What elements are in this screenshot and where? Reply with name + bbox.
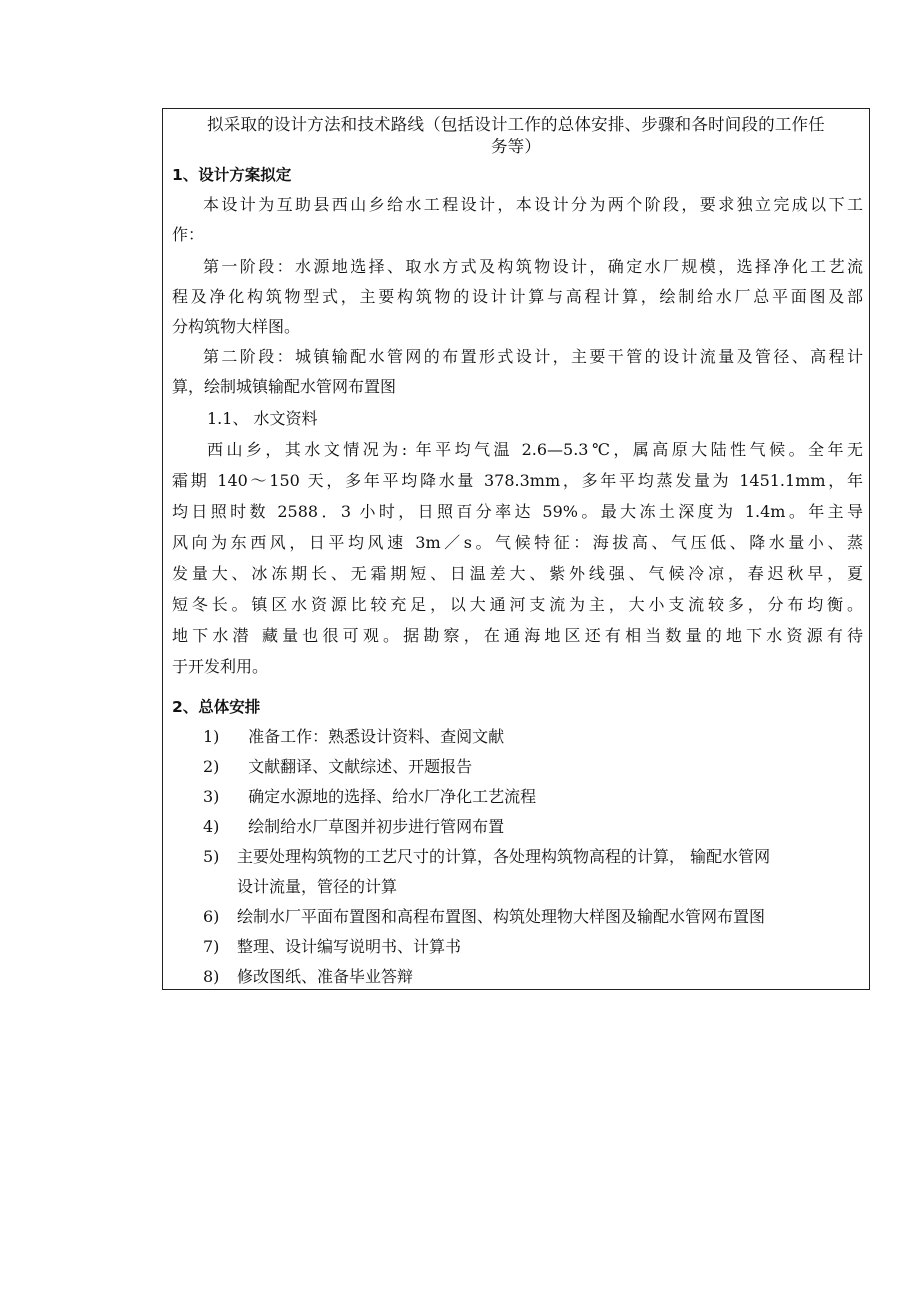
intro-line-2: 作： — [172, 225, 205, 244]
list-item-number: 8) — [203, 967, 220, 986]
list-item — [203, 907, 765, 927]
hydro-line-6: 短冬长。镇区水资源比较充足，以大通河支流为主，大小支流较多，分布均衡。 — [172, 595, 863, 614]
stage1-line-1: 第一阶段：水源地选择、取水方式及构筑物设计，确定水厂规模，选择净化工艺流 — [203, 257, 863, 276]
list-item — [203, 937, 461, 957]
list-item-text: 绘制水厂平面布置图和高程布置图、构筑处理物大样图及输配水管网布置图 — [237, 907, 766, 926]
list-item-number: 3) — [203, 787, 220, 806]
list-item — [203, 757, 472, 777]
list-item-text: 主要处理构筑物的工艺尺寸的计算，各处理构筑物高程的计算， 输配水管网 — [237, 847, 771, 866]
list-item-number: 4) — [203, 817, 220, 836]
list-item — [203, 847, 770, 867]
hydro-line-5: 发量大、冰冻期长、无霜期短、日温差大、紫外线强、气候冷凉，春迟秋早，夏 — [172, 564, 863, 583]
hydro-line-7: 地下水潜 藏量也很可观。据勘察，在通海地区还有相当数量的地下水资源有待 — [172, 626, 863, 645]
list-item-continuation: 设计流量，管径的计算 — [237, 877, 398, 896]
hydro-line-4: 风向为东西风，日平均风速 3m／s。气候特征：海拔高、气压低、降水量小、蒸 — [172, 533, 863, 552]
list-item — [203, 727, 504, 747]
subsection-hydrology-heading: 1.1、 水文资料 — [207, 409, 318, 428]
hydro-line-1: 西山乡，其水文情况为: 年平均气温 2.6—5.3℃，属高原大陆性气候。全年无 — [207, 440, 863, 459]
list-item — [203, 817, 504, 837]
list-item-text: 绘制给水厂草图并初步进行管网布置 — [243, 817, 505, 836]
hydro-line-3: 均日照时数 2588．3 小时，日照百分率达 59%。最大冻土深度为 1.4m。年主导 — [172, 502, 863, 521]
table-title-line-2: 务等） — [490, 137, 542, 156]
list-item-text: 整理、设计编写说明书、计算书 — [237, 937, 462, 956]
stage2-line-2: 算，绘制城镇输配水管网布置图 — [172, 377, 397, 396]
list-item — [203, 967, 413, 987]
list-item-text: 确定水源地的选择、给水厂净化工艺流程 — [243, 787, 537, 806]
list-item-number: 5) — [203, 847, 220, 866]
table-title-line-1: 拟采取的设计方法和技术路线（包括设计工作的总体安排、步骤和各时间段的工作任 — [207, 115, 825, 134]
list-item-text: 文献翻译、文献综述、开题报告 — [243, 757, 473, 776]
stage2-line-1: 第二阶段：城镇输配水管网的布置形式设计，主要干管的设计流量及管径、高程计 — [203, 347, 863, 366]
content-table — [162, 108, 870, 990]
section-2-heading: 2、总体安排 — [172, 698, 261, 716]
hydro-line-8: 于开发利用。 — [172, 657, 269, 676]
list-item-text: 准备工作：熟悉设计资料、查阅文献 — [243, 727, 505, 746]
list-item-number: 6) — [203, 907, 220, 926]
hydro-line-2: 霜期 140～150 天，多年平均降水量 378.3mm，多年平均蒸发量为 1451.1mm，年 — [172, 471, 863, 490]
list-item-number: 7) — [203, 937, 220, 956]
stage1-line-3: 分构筑物大样图。 — [172, 317, 301, 336]
intro-line-1: 本设计为互助县西山乡给水工程设计，本设计分为两个阶段，要求独立完成以下工 — [203, 195, 863, 214]
section-1-heading: 1、设计方案拟定 — [172, 166, 292, 184]
stage1-line-2: 程及净化构筑物型式，主要构筑物的设计计算与高程计算，绘制给水厂总平面图及部 — [172, 287, 863, 306]
list-item — [203, 787, 536, 807]
list-item-text: 修改图纸、准备毕业答辩 — [237, 967, 414, 986]
list-item-number: 1) — [203, 727, 220, 746]
list-item-number: 2) — [203, 757, 220, 776]
